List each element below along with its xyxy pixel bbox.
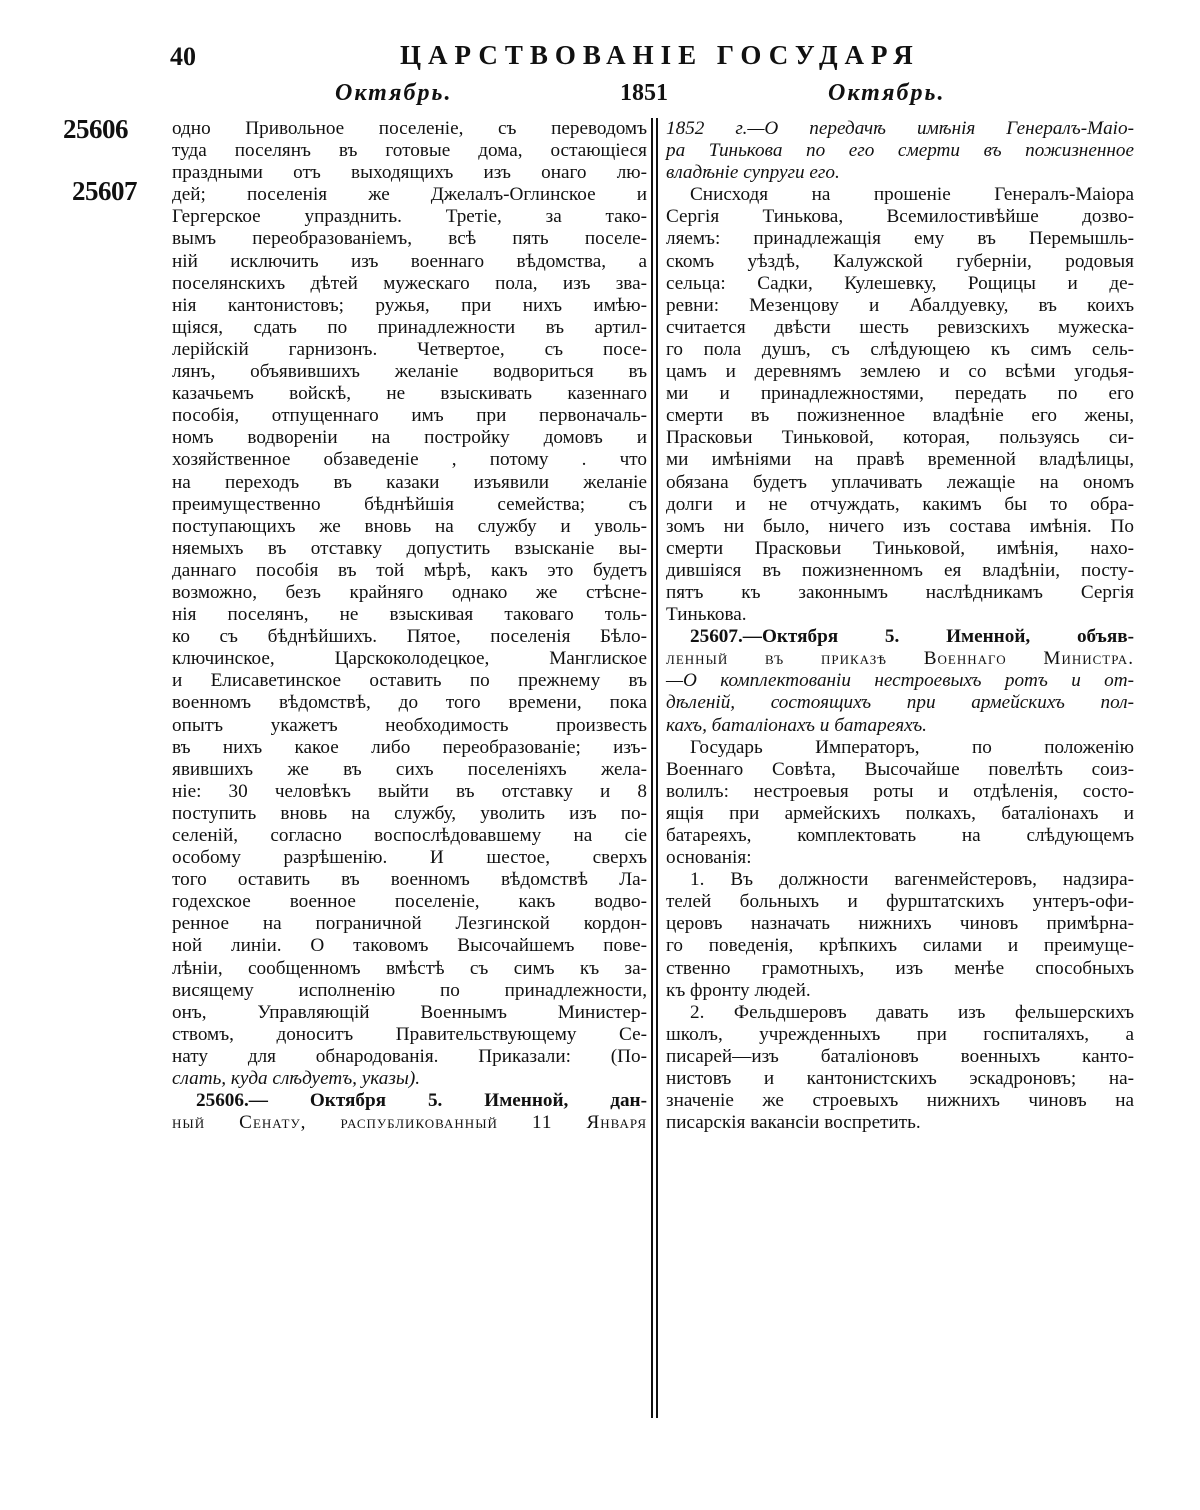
text-line: ніе: 30 человѣкъ выйти въ отставку и 8 <box>172 780 647 802</box>
page-title: ЦАРСТВОВАНІЕ ГОСУДАРЯ <box>400 40 920 70</box>
text-line: хозяйственное обзаведеніе , потому . что <box>172 449 647 471</box>
date-subheader <box>0 80 1200 116</box>
text-line: на переходъ въ казаки изъявили желаніе <box>172 471 647 493</box>
list-item-2: 2. Фельдшеровъ давать изъ фельшерскихъ <box>690 1001 1134 1023</box>
text-line: дившіяся въ пожизненномъ ея владѣніи, посту- <box>666 559 1134 581</box>
page-number: 40 <box>170 42 196 71</box>
text-line: Государь Императоръ, по положенію <box>690 736 1134 758</box>
margin-number: 25606 <box>63 114 128 144</box>
text-line: Военнаго Совѣта, Высочайше повелѣть соиз- <box>666 758 1134 780</box>
text-line: дѣленій, состоящихъ при армейскихъ пол- <box>666 692 1134 714</box>
text-line: ственно грамотныхъ, изъ менѣе способныхъ <box>666 957 1134 979</box>
text-line: въ нихъ какое либо переобразованіе; изъ- <box>172 736 647 758</box>
text-line: скомъ уѣздѣ, Калужской губерніи, родовыя <box>666 250 1134 272</box>
text-line: го поведенія, крѣпкихъ силами и преимуще- <box>666 935 1134 957</box>
text-line: школъ, учрежденныхъ при госпиталяхъ, а <box>666 1023 1134 1045</box>
text-line: военномъ вѣдомствѣ, до того времени, пока <box>172 692 647 714</box>
text-line: кахъ, баталіонахъ и батареяхъ. <box>666 714 927 736</box>
list-item-1: 1. Въ должности вагенмейстеровъ, надзира- <box>690 869 1134 891</box>
column-divider <box>651 118 653 1418</box>
text-line: батареяхъ, комплектовать на слѣдующемъ <box>666 825 1134 846</box>
text-line: ствомъ, доноситъ Правительствующему Се- <box>172 1023 647 1045</box>
year: 1851 <box>620 80 668 106</box>
text-line: ній исключить изъ военнаго вѣдомства, а <box>172 250 647 272</box>
text-line: селеній, согласно воспослѣдовавшему на сіе <box>172 825 647 846</box>
text-line: щіяся, сдать по принадлежности въ артил- <box>172 316 647 338</box>
text-line: цамъ и деревнямъ землею и со всѣми угодья- <box>666 361 1134 383</box>
text-line: лерійскій гарнизонъ. Четвертое, съ посе- <box>172 338 647 360</box>
decree-heading-25606: 25606.— Октября 5. Именной, дан- <box>196 1090 647 1112</box>
text-line: няемыхъ въ отставку допустить взысканіе вы- <box>172 537 647 559</box>
text-line: церовъ назначать нижнихъ чиновъ примѣрна- <box>666 913 1134 935</box>
text-line: онъ, Управляющій Военнымъ Министер- <box>172 1001 647 1023</box>
text-line: писарскія вакансіи воспретить. <box>666 1112 921 1134</box>
text-line: го пола душъ, съ слѣдующею къ симъ сель- <box>666 338 1134 360</box>
text-line: обязана будетъ уплачивать лежащіе на ономъ <box>666 471 1134 493</box>
text-line: опытъ укажетъ необходимость произвесть <box>172 714 647 736</box>
text-line: къ фронту людей. <box>666 979 811 1001</box>
text-line: волилъ: нестроевыя роты и отдѣленія, состо- <box>666 780 1134 802</box>
text-line: нистовъ и кантонистскихъ эскадроновъ; на- <box>666 1068 1134 1090</box>
text-line: казачьемъ войскѣ, не взыскивать казеннаго <box>172 383 647 405</box>
decree-heading-25607: 25607.—Октября 5. Именной, объяв- <box>690 626 1134 648</box>
month-right: Октябрь. <box>828 80 946 106</box>
text-line: писарей—изъ баталіоновъ военныхъ канто- <box>666 1045 1134 1067</box>
text-line: ленный въ приказѣ Военнаго Министра. <box>666 648 1134 670</box>
text-line: смерти въ пожизненное владѣніе его жены, <box>666 405 1134 427</box>
text-line: лянъ, объявившихъ желаніе водвориться въ <box>172 361 647 383</box>
text-line: Прасковьи Тиньковой, которая, пользуясь си- <box>666 427 1134 449</box>
text-line: дей; поселенія же Джелалъ-Оглинское и <box>172 184 647 206</box>
text-line: —О комплектованіи нестроевыхъ ротъ и от- <box>666 670 1134 692</box>
text-line: 1852 г.—О передачѣ имѣнія Генералъ-Maio- <box>666 118 1134 139</box>
text-line: слать, куда слѣдуетъ, указы). <box>172 1068 421 1090</box>
right-column <box>666 118 1134 1134</box>
text-line: ра Тинькова по его смерти въ пожизненное <box>666 140 1134 162</box>
text-line: долги и не отчуждать, какимъ бы то обра- <box>666 493 1134 515</box>
text-line: значеніе же строевыхъ нижнихъ чиновъ на <box>666 1090 1134 1112</box>
text-line: ревни: Мезенцову и Абалдуевку, въ коихъ <box>666 294 1134 316</box>
text-line: ключинское, Царскоколодецкое, Манглиское <box>172 648 647 670</box>
text-line: нія кантонистовъ; ружья, при нихъ имѣю- <box>172 294 647 316</box>
column-divider <box>656 118 658 1418</box>
text-line: Гергерское упразднить. Третіе, за тако- <box>172 206 647 228</box>
text-line: нія поселянъ, не взыскивая таковаго толь- <box>172 604 647 626</box>
text-line: телей больныхъ и фурштатскихъ унтеръ-офи- <box>666 891 1134 913</box>
text-line: Снисходя на прошеніе Генералъ-Маіора <box>690 184 1134 206</box>
text-line: сельца: Садки, Кулешевку, Рощицы и де- <box>666 272 1134 294</box>
text-line: поступающихъ же вновь на службу и уволь- <box>172 515 647 537</box>
text-line: ренное на пограничной Лезгинской кордон- <box>172 913 647 935</box>
text-line: висящему исполненію по принадлежности, <box>172 979 647 1001</box>
text-line: возможно, безъ крайняго однако же стѣсне- <box>172 581 647 603</box>
text-line: поступить вновь на службу, уволить изъ по- <box>172 802 647 824</box>
text-line: смерти Прасковьи Тиньковой, имѣнія, нахо- <box>666 537 1134 559</box>
text-line: поселянскихъ дѣтей мужескаго пола, изъ зва- <box>172 272 647 294</box>
text-line: ный Сенату, распубликованный 11 Января <box>172 1112 647 1134</box>
text-line: считается двѣсти шесть ревизскихъ мужеска- <box>666 316 1134 338</box>
text-line: ляемъ: принадлежащія ему въ Перемышль- <box>666 228 1134 250</box>
text-line: зомъ ни было, ничего изъ состава имѣнія. По <box>666 515 1134 537</box>
text-line: одно Привольное поселеніе, съ переводомъ <box>172 118 647 139</box>
running-head <box>0 40 1200 80</box>
text-line: преимущественно бѣднѣйшія семейства; съ <box>172 493 647 515</box>
text-line: Тинькова. <box>666 604 747 626</box>
text-line: ми и принадлежностями, передать по его <box>666 383 1134 405</box>
text-line: и Елисаветинское оставить по прежнему въ <box>172 670 647 692</box>
text-line: годехское военное поселеніе, какъ водво- <box>172 891 647 913</box>
text-line: основанія: <box>666 847 752 869</box>
text-line: номъ водвореніи на постройку домовъ и <box>172 427 647 449</box>
text-line: явившихъ же въ сихъ поселеніяхъ жела- <box>172 758 647 780</box>
text-line: пятъ къ законнымъ наслѣдникамъ Сергія <box>666 581 1134 603</box>
text-line: пособія, отпущеннаго имъ при первоначаль- <box>172 405 647 427</box>
text-line: ко съ бѣднѣйшихъ. Пятое, поселенія Бѣло- <box>172 626 647 648</box>
month-left: Октябрь. <box>335 80 453 106</box>
margin-number: 25607 <box>72 176 137 206</box>
text-line: туда поселянъ въ готовые дома, остающіеся <box>172 140 647 162</box>
text-line: особому разрѣшенію. И шестое, сверхъ <box>172 847 647 869</box>
text-line: лѣніи, сообщенномъ вмѣстѣ съ симъ къ за- <box>172 957 647 979</box>
text-line: даннаго пособія въ той мѣрѣ, какъ это будетъ <box>172 559 647 581</box>
text-line: праздными отъ выходящихъ изъ онаго лю- <box>172 162 647 184</box>
text-line: ящія при армейскихъ полкахъ, баталіонахъ и <box>666 802 1134 824</box>
text-line: ной линіи. О таковомъ Высочайшемъ пове- <box>172 935 647 957</box>
text-line: вымъ переобразованіемъ, всѣ пять поселе- <box>172 228 647 250</box>
text-line: нату для обнародованія. Приказали: (По- <box>172 1045 647 1067</box>
text-line: Сергія Тинькова, Всемилостивѣйше дозво- <box>666 206 1134 228</box>
left-column <box>172 118 647 1134</box>
text-line: владѣніе супруги его. <box>666 162 840 184</box>
text-line: ми имѣніями на правѣ временной владѣлицы, <box>666 449 1134 471</box>
text-line: того оставить въ военномъ вѣдомствѣ Ла- <box>172 869 647 891</box>
